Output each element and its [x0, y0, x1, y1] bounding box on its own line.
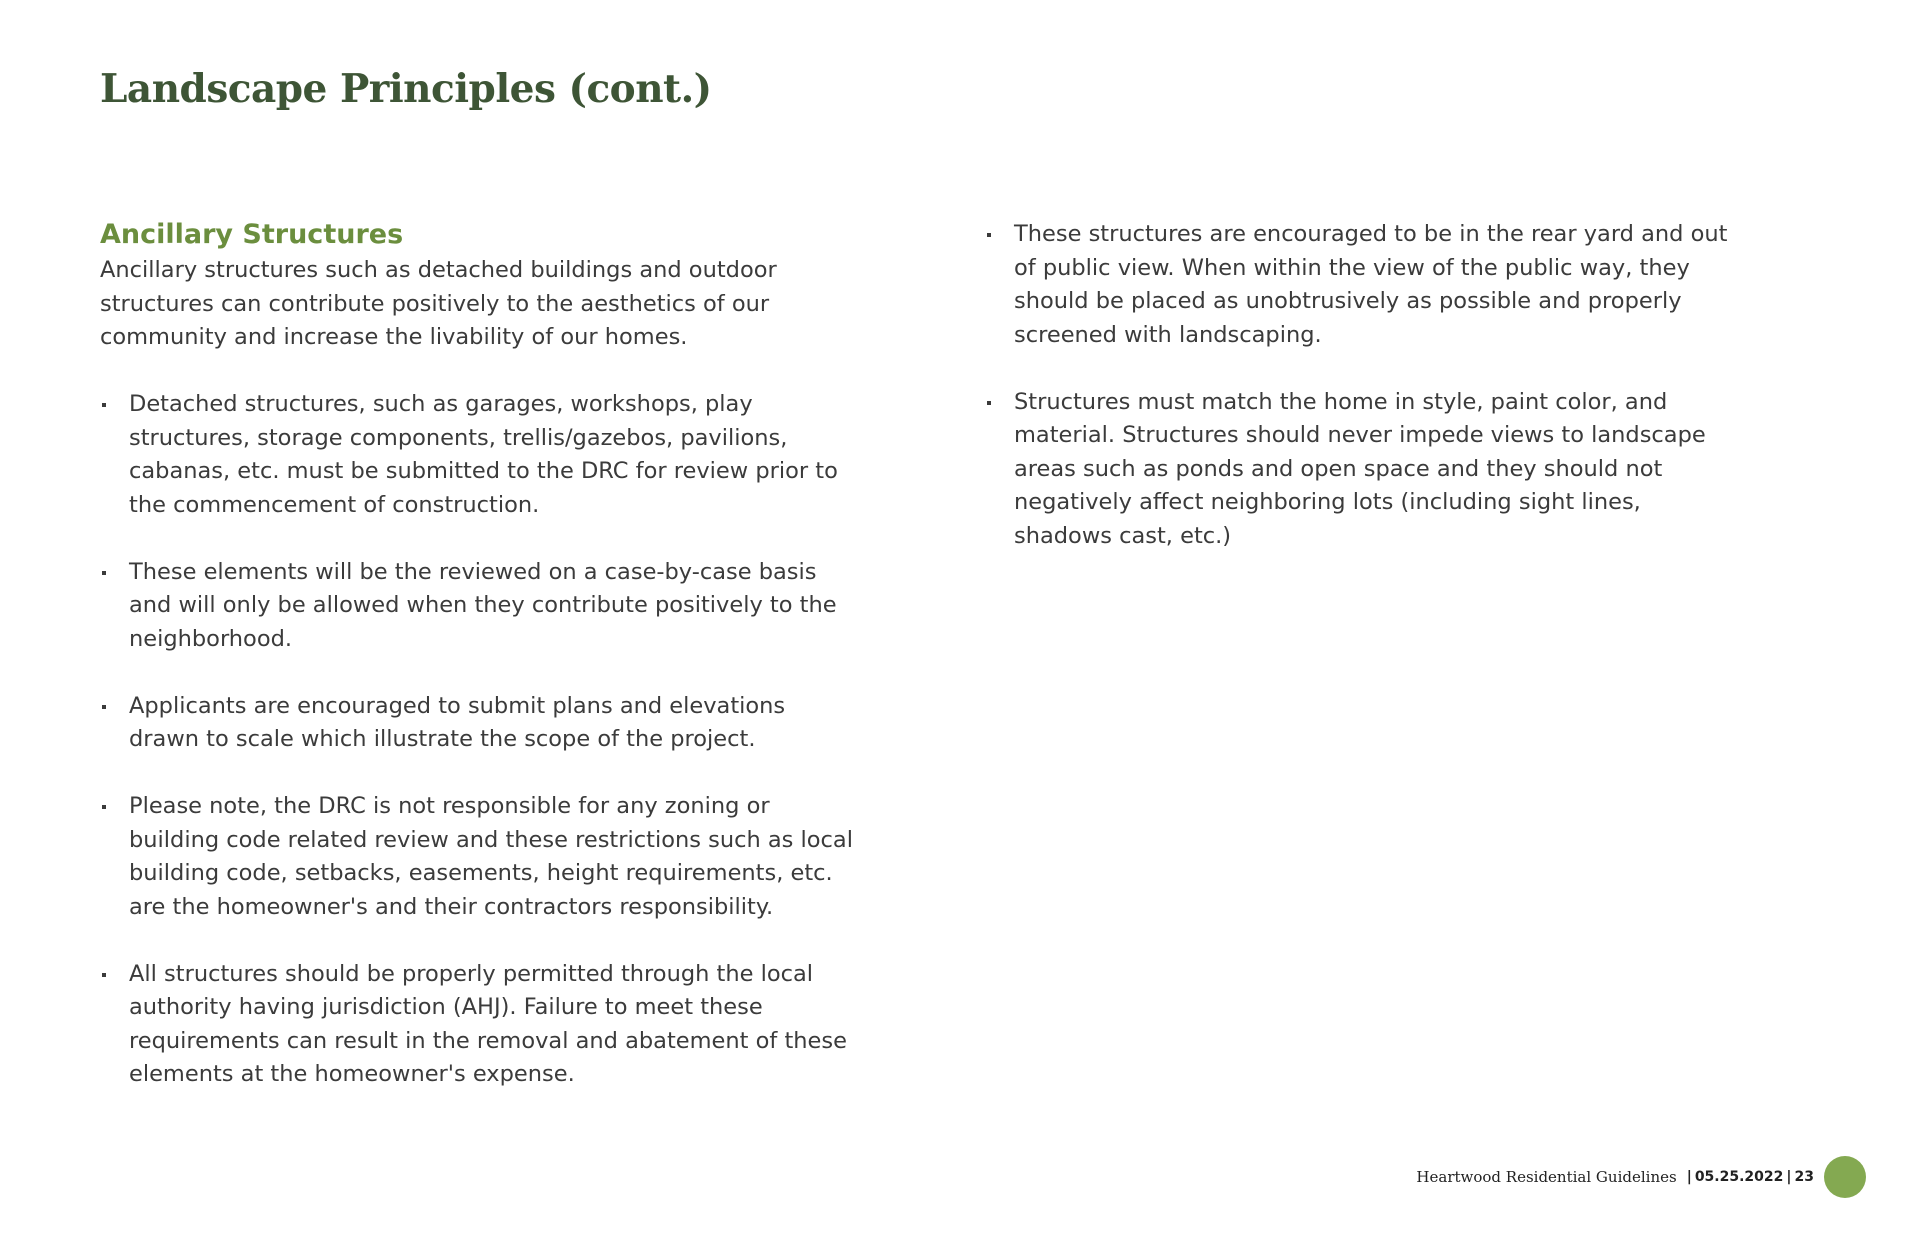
bullet-text: Applicants are encouraged to submit plans and elevations drawn to scale which illustrate the scope of the project.	[129, 692, 786, 752]
footer-separator: |	[1786, 1169, 1792, 1185]
bullet-item	[100, 958, 860, 1092]
left-column	[100, 216, 860, 1125]
bullet-marker-icon	[102, 571, 106, 575]
bullet-text: Detached structures, such as garages, workshops, play structures, storage components, trellis/gazebos, pavilions, cabanas, etc. must be submitted to the DRC for review prior to the commencement of construction.	[129, 391, 838, 518]
left-bullet-list	[100, 388, 860, 1092]
bullet-item	[100, 690, 860, 757]
intro-paragraph: Ancillary structures such as detached buildings and outdoor structures can contribute positively to the aesthetics of our community and increase the livability of our homes.	[100, 257, 777, 350]
page-footer	[1416, 1156, 1866, 1198]
bullet-item	[985, 386, 1745, 554]
bullet-item	[100, 556, 860, 657]
bullet-marker-icon	[102, 805, 106, 809]
page-title: Landscape Principles (cont.)	[100, 66, 712, 112]
bullet-marker-icon	[102, 705, 106, 709]
page-dot-icon	[1824, 1156, 1866, 1198]
footer-page-number: 23	[1794, 1169, 1814, 1185]
bullet-text: These elements will be the reviewed on a case-by-case basis and will only be allowed when they contribute positively to the neighborhood.	[129, 558, 837, 652]
bullet-item	[100, 790, 860, 924]
bullet-marker-icon	[987, 401, 991, 405]
bullet-text: These structures are encouraged to be in the rear yard and out of public view. When within the view of the public way, they should be placed as unobtrusively as possible and properly screened with landscaping.	[1014, 221, 1728, 348]
bullet-text: Please note, the DRC is not responsible for any zoning or building code related review and these restrictions such as local building code, setbacks, easements, height requirements, etc. are the homeowner's and their contractors responsibility.	[129, 793, 853, 920]
footer-separator: |	[1686, 1169, 1692, 1185]
bullet-item	[100, 388, 860, 522]
section-heading: Ancillary Structures	[100, 219, 404, 250]
bullet-text: Structures must match the home in style, paint color, and material. Structures should never impede views to landscape areas such as ponds and open space and they should not negatively affect neighboring lots (including sight lines, shadows cast, etc.)	[1014, 388, 1706, 549]
footer-doc-title: Heartwood Residential Guidelines	[1416, 1168, 1677, 1186]
bullet-marker-icon	[987, 233, 991, 237]
bullet-marker-icon	[102, 403, 106, 407]
bullet-marker-icon	[102, 973, 106, 977]
right-bullet-list	[985, 218, 1745, 553]
footer-meta	[1687, 1169, 1814, 1185]
right-column	[985, 218, 1745, 587]
bullet-item	[985, 218, 1745, 352]
bullet-text: All structures should be properly permitted through the local authority having jurisdiction (AHJ). Failure to meet these requirements can result in the removal and abatement of these elements at the homeowner's expense.	[129, 960, 847, 1087]
footer-date: 05.25.2022	[1694, 1169, 1784, 1185]
